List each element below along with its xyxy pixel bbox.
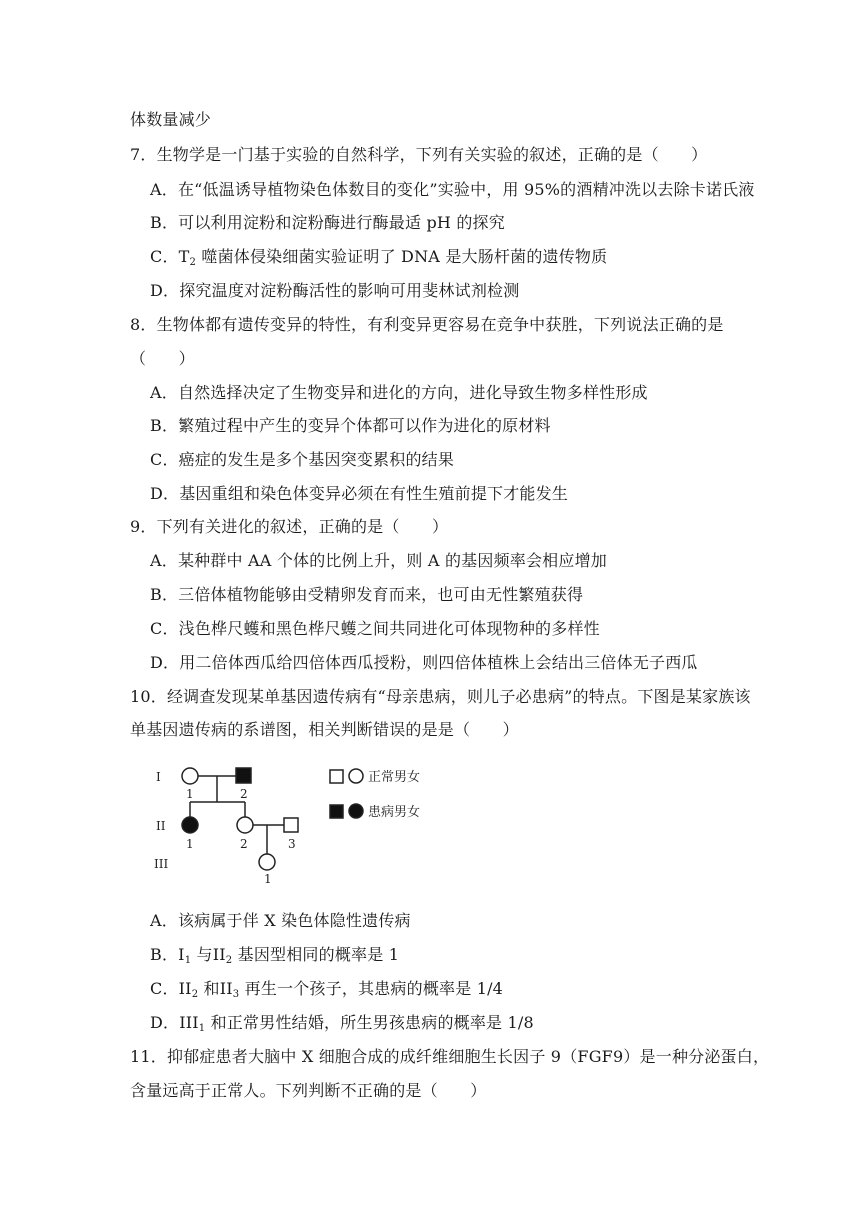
individual-number: 3 (288, 837, 296, 851)
option-10d: D．$III_1$ 和正常男性结婚，所生男孩患病的概率是 1/8 (150, 1013, 534, 1034)
option-9d: D．用二倍体西瓜给四倍体西瓜授粉，则四倍体植株上会结出三倍体无子西瓜 (150, 653, 698, 672)
option-10c: C．$II_2$ 和$II_3$ 再生一个孩子，其患病的概率是 1/4 (150, 979, 504, 1000)
question-8: 8．生物体都有遗传变异的特性，有利变异更容易在竞争中获胜，下列说法正确的是 (130, 315, 724, 334)
individual-number: 1 (186, 837, 194, 851)
option-7b: B．可以利用淀粉和淀粉酶进行酶最适 pH 的探究 (150, 213, 505, 232)
question-9: 9．下列有关进化的叙述，正确的是（ ） (130, 517, 449, 536)
individual-number: 2 (240, 837, 248, 851)
question-10-cont: 单基因遗传病的系谱图，相关判断错误的是是（ ） (130, 720, 519, 739)
option-9b: B．三倍体植物能够由受精卵发育而来，也可由无性繁殖获得 (150, 585, 584, 604)
option-10b: B．$I_1$ 与$II_2$ 基因型相同的概率是 1 (150, 945, 400, 966)
legend-normal-female-icon (349, 769, 363, 783)
option-8c: C．癌症的发生是多个基因突变累积的结果 (150, 450, 455, 469)
pedigree-ii2-normal-female (237, 817, 253, 833)
individual-number: 2 (240, 787, 248, 801)
pedigree-i2-affected-male (236, 768, 251, 783)
legend-affected-label: 患病男女 (368, 805, 421, 820)
pedigree-i1-normal-female (182, 768, 198, 784)
question-10: 10．经调查发现某单基因遗传病有“母亲患病，则儿子必患病”的特点。下图是某家族该 (130, 687, 751, 706)
answer-parentheses: （ ） (130, 349, 195, 368)
generation-label: III (154, 857, 169, 871)
individual-number: 1 (264, 872, 272, 886)
option-7d: D．探究温度对淀粉酶活性的影响可用斐林试剂检测 (150, 281, 520, 300)
question-11-cont: 含量远高于正常人。下列判断不正确的是（ ） (130, 1081, 487, 1100)
option-7c: C．$T_2$ 噬菌体侵染细菌实验证明了 DNA 是大肠杆菌的遗传物质 (150, 247, 608, 268)
legend-affected-female-icon (349, 804, 363, 818)
question-7: 7．生物学是一门基于实验的自然科学，下列有关实验的叙述，正确的是（ ） (130, 145, 708, 164)
option-8d: D．基因重组和染色体变异必须在有性生殖前提下才能发生 (150, 484, 569, 503)
generation-label: II (156, 819, 166, 833)
option-8a: A．自然选择决定了生物变异和进化的方向，进化导致生物多样性形成 (150, 383, 648, 402)
pedigree-ii1-affected-female (182, 817, 198, 833)
legend-normal-male-icon (330, 770, 343, 783)
pedigree-chart (150, 756, 450, 886)
pedigree-iii1-normal-female (259, 854, 275, 870)
option-7a: A．在“低温诱导植物染色体数目的变化”实验中，用 95%的酒精冲洗以去除卡诺氏液 (150, 180, 755, 199)
legend-normal-label: 正常男女 (368, 770, 421, 785)
option-9c: C．浅色桦尺蠖和黑色桦尺蠖之间共同进化可体现物种的多样性 (150, 619, 600, 638)
option-8b: B．繁殖过程中产生的变异个体都可以作为进化的原材料 (150, 416, 551, 435)
generation-label: I (156, 770, 161, 784)
individual-number: 1 (186, 787, 194, 801)
option-9a: A．某种群中 AA 个体的比例上升，则 A 的基因频率会相应增加 (150, 551, 607, 570)
question-11: 11．抑郁症患者大脑中 X 细胞合成的成纤维细胞生长因子 9（FGF9）是一种分泌蛋白， (130, 1047, 770, 1066)
option-10a: A．该病属于伴 X 染色体隐性遗传病 (150, 911, 411, 930)
pedigree-ii3-normal-male (284, 818, 298, 832)
legend-affected-male-icon (330, 805, 343, 818)
text-line: 体数量减少 (130, 110, 212, 129)
